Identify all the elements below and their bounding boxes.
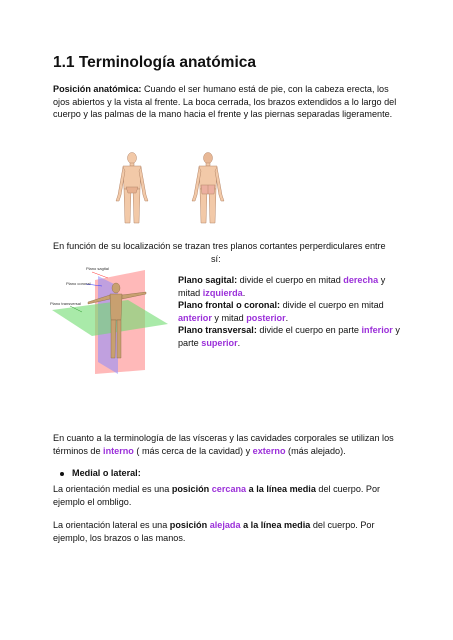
lateral-word-alejada: alejada [209, 520, 241, 530]
front-view-figure [116, 153, 148, 224]
lateral-paragraph [53, 519, 398, 544]
frontal-end: . [285, 312, 289, 323]
transverse-word-inferior: inferior [361, 325, 393, 336]
transverse-end: . [237, 337, 241, 348]
bullet-label: Medial o lateral: [72, 468, 141, 478]
planes-description [178, 274, 403, 350]
anatomical-position-label: Posición anatómica: [53, 84, 142, 94]
sagittal-end: . [242, 287, 246, 298]
back-view-figure [192, 153, 224, 224]
medial-text1: La orientación medial es una [53, 484, 172, 494]
medial-text2: del cuerpo. Por ejemplo el ombligo. [53, 484, 381, 507]
lateral-text2: del cuerpo. Por ejemplo, los brazos o las manos. [53, 520, 375, 543]
planes-intro-line1: En función de su localización se trazan tres planos cortantes perperdiculares entre [53, 241, 386, 251]
label-transverse-plane: Plano transversal [50, 301, 81, 306]
label-sagittal-plane: Plano sagital [86, 266, 109, 271]
visceras-paragraph [53, 432, 398, 457]
transverse-mid: y parte [178, 325, 400, 348]
label-coronal-plane: Plano coronal [66, 281, 91, 286]
visceras-text3: (más alejado). [285, 445, 346, 456]
bullet-medial-lateral [60, 468, 141, 478]
lateral-text1: La orientación lateral es una [53, 520, 170, 530]
frontal-text: divide el cuerpo en mitad [280, 300, 384, 311]
anatomical-position-figures [100, 151, 250, 226]
transverse-label: Plano transversal: [178, 325, 257, 336]
sagittal-word-left: izquierda [202, 287, 243, 298]
medial-bold1: posición [171, 484, 210, 494]
medial-word-cercana: cercana [211, 484, 247, 494]
medial-paragraph [53, 483, 398, 508]
sagittal-mid: y mitad [178, 275, 386, 298]
visceras-text1: En cuanto a la terminología de las vísceras y las cavidades corporales se utilizan los términos de [53, 433, 394, 456]
medial-bold2: a la línea media [248, 484, 316, 494]
transverse-word-superior: superior [201, 337, 238, 348]
frontal-label: Plano frontal o coronal: [178, 300, 281, 311]
transverse-text: divide el cuerpo en parte [256, 325, 362, 336]
sagittal-text: divide el cuerpo en mitad [237, 275, 344, 285]
lateral-bold1: posición [169, 520, 208, 530]
frontal-word-posterior: posterior [246, 312, 286, 323]
sagittal-label: Plano sagital: [178, 275, 238, 285]
anatomical-position-text: Cuando el ser humano está de pie, con la cabeza erecta, los ojos abiertos y la vista al frente. La boca cerrada, los brazos extendidos a lo largo del cuerpo y las palmas de la mano hacia el frente y las piernas separadas ligeramente. [53, 84, 397, 120]
planes-intro-line2: sí: [211, 253, 221, 264]
visceras-word-interno: interno [103, 445, 134, 456]
anatomical-position-paragraph [53, 83, 398, 121]
visceras-text2: ( más cerca de la cavidad) y [133, 445, 253, 456]
page-title: 1.1 Terminología anatómica [53, 54, 256, 71]
lateral-bold2: a la línea media [243, 520, 311, 530]
body-planes-diagram [40, 262, 170, 374]
visceras-word-externo: externo [252, 445, 286, 456]
frontal-word-anterior: anterior [178, 312, 212, 323]
bullet-dot [60, 472, 64, 476]
sagittal-word-right: derecha [343, 275, 379, 285]
frontal-mid: y mitad [211, 312, 247, 323]
